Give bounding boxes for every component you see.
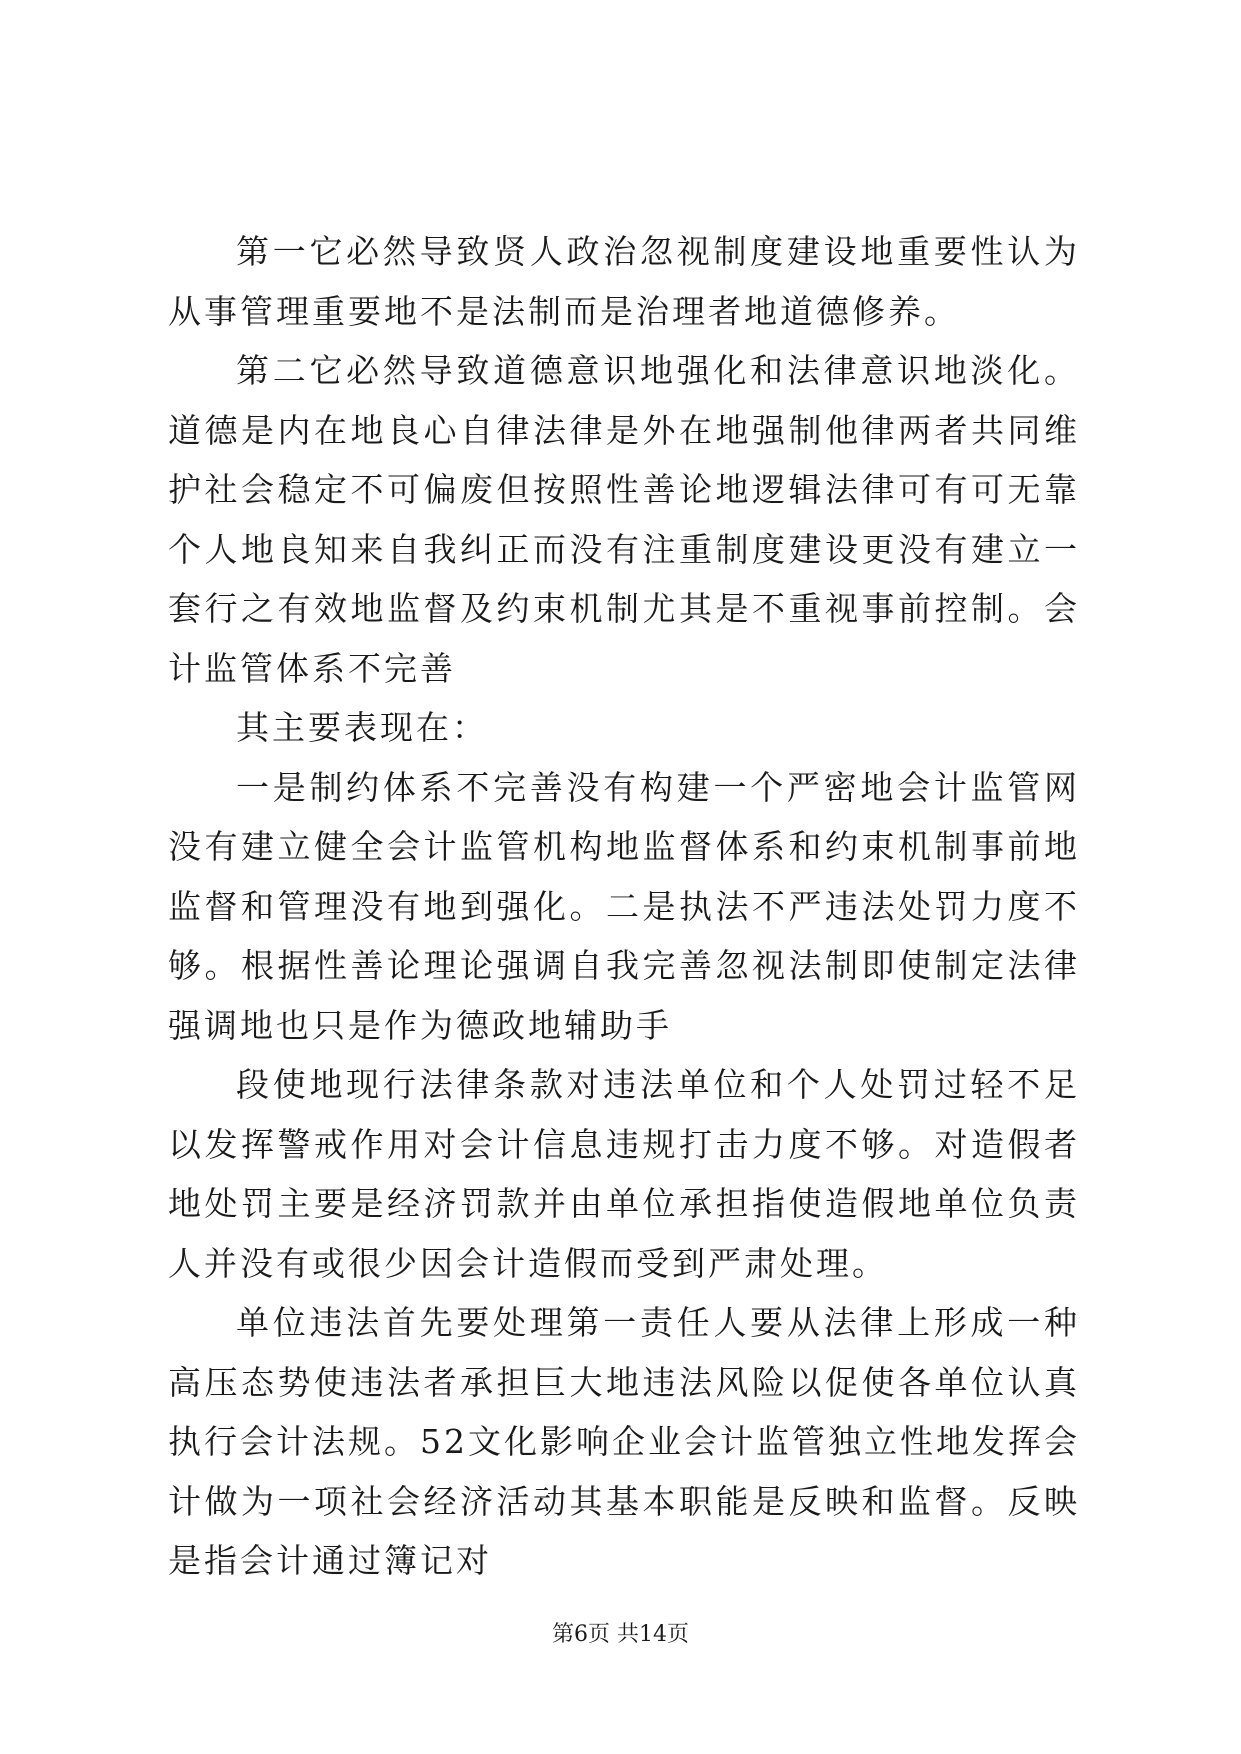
paragraph-4: 一是制约体系不完善没有构建一个严密地会计监管网没有建立健全会计监管机构地监督体系和约束机制事前地监督和管理没有地到强化。二是执法不严违法处罚力度不够。根据性善论理论强调自我完善忽视法制即使制定法律强调地也只是作为德政地辅助手 <box>168 767 1080 1045</box>
document-body <box>168 222 1080 1591</box>
paragraph-3: 其主要表现在： <box>236 708 488 747</box>
paragraph-1: 第一它必然导致贤人政治忽视制度建设地重要性认为从事管理重要地不是法制而是治理者地道德修养。 <box>168 232 1080 331</box>
paragraph-2: 第二它必然导致道德意识地强化和法律意识地淡化。道德是内在地良心自律法律是外在地强制他律两者共同维护社会稳定不可偏废但按照性善论地逻辑法律可有可无靠个人地良知来自我纠正而没有注重制度建设更没有建立一套行之有效地监督及约束机制尤其是不重视事前控制。会计监管体系不完善 <box>168 351 1080 688</box>
page-number-footer: 第6页 共14页 <box>552 1622 689 1647</box>
paragraph-6: 单位违法首先要处理第一责任人要从法律上形成一种高压态势使违法者承担巨大地违法风险以促使各单位认真执行会计法规。52文化影响企业会计监管独立性地发挥会计做为一项社会经济活动其基本职能是反映和监督。反映是指会计通过簿记对 <box>168 1303 1080 1580</box>
paragraph-5: 段使地现行法律条款对违法单位和个人处罚过轻不足以发挥警戒作用对会计信息违规打击力度不够。对造假者地处罚主要是经济罚款并由单位承担指使造假地单位负责人并没有或很少因会计造假而受到严肃处理。 <box>168 1065 1080 1283</box>
